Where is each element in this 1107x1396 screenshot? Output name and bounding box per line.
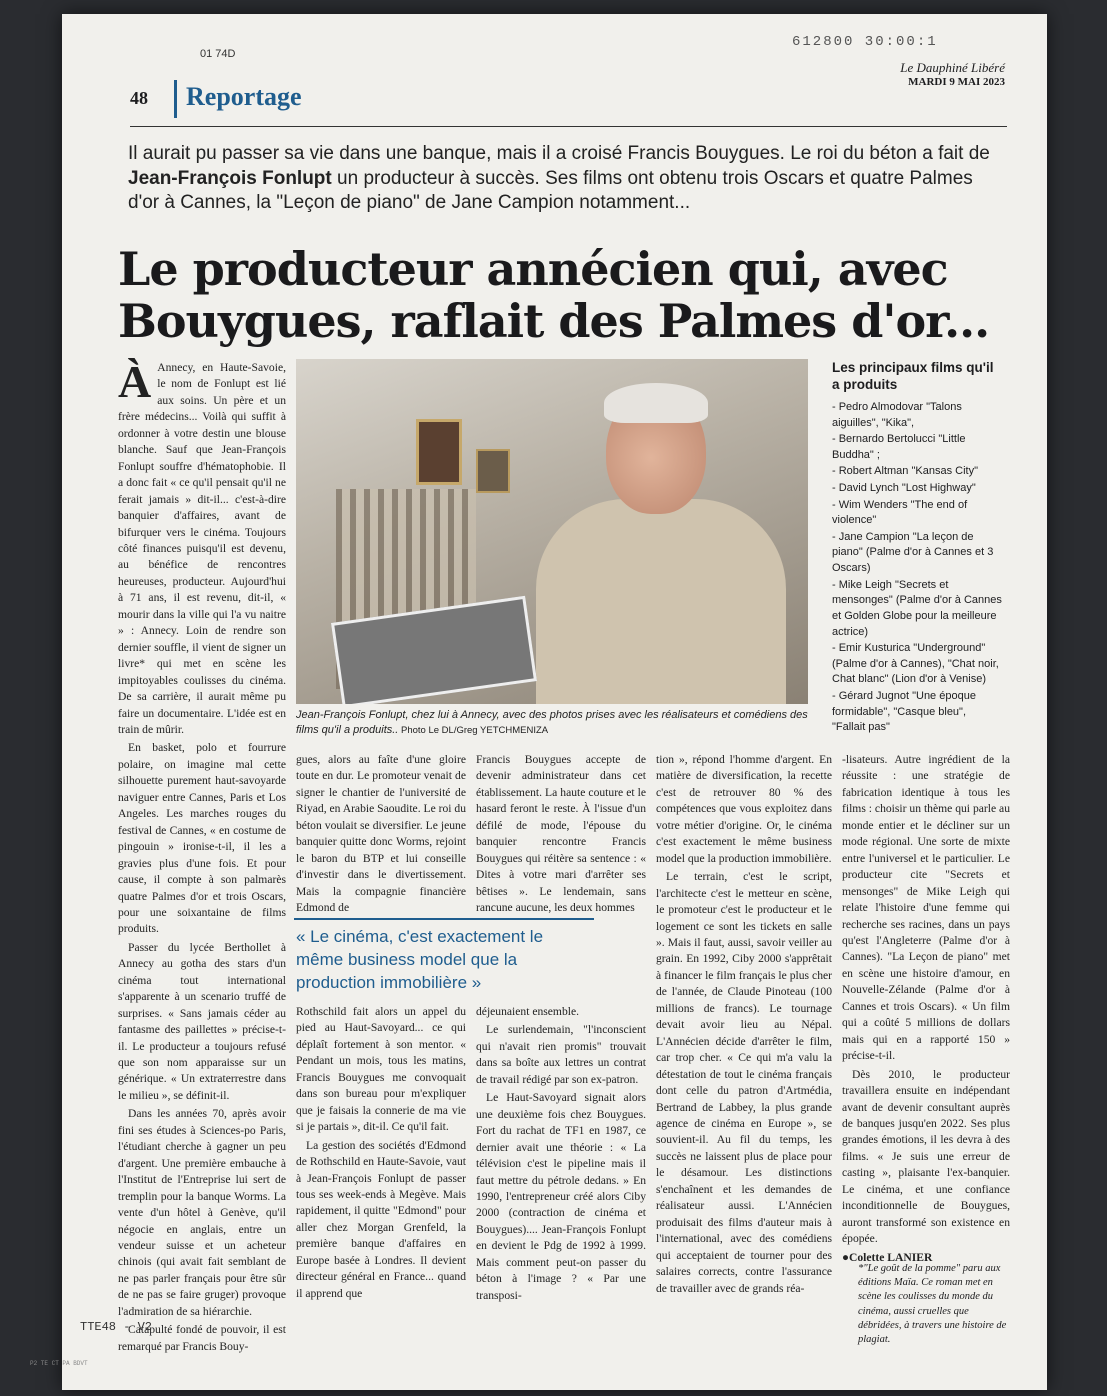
newspaper-page bbox=[62, 14, 1047, 1390]
issue-date: MARDI 9 MAI 2023 bbox=[908, 76, 1005, 89]
print-footer-tiny: P2 TE CT PA BDVT bbox=[30, 1360, 88, 1367]
print-code-top-left: 01 74D bbox=[200, 48, 236, 60]
article-column-1 bbox=[118, 356, 286, 1357]
article-column-5 bbox=[842, 752, 1010, 1268]
photo-producer bbox=[566, 379, 756, 704]
film-item: - Pedro Almodovar "Talons aiguilles", "Kika", bbox=[832, 401, 962, 429]
film-item: - Emir Kusturica "Underground" (Palme d'or à Cannes), "Chat noir, Chat blanc" (Lion d'or à Venise) bbox=[832, 642, 999, 686]
standfirst-text: Il aurait pu passer sa vie dans une banque, mais il a croisé Francis Bouygues. Le roi du béton a fait de bbox=[128, 143, 990, 164]
paragraph: Rothschild fait alors un appel du pied au Haut-Savoyard... ce qui déplaît fortement à son mentor. « Pendant un mois, tous les matins, Francis Bouygues me convoquait dans son bureau pour m'expliquer que je faisais la connerie de ma vie si je partais », dit-il. Ce qu'il fait. bbox=[296, 1005, 466, 1134]
paragraph: Annecy, en Haute-Savoie, le nom de Fonlupt est lié aux soins. Un père et un frère médecins... Voilà qui suffit à ordonner à votre destin une blouse blanche. Sauf que Jean-François Fonlupt souffre d'hématophobie. Il a donc fait « ce qu'il pensait qu'il ne ferait jamais » dit-il... c'est-à-dire banquier d'affaires, avant de bifurquer vers le cinéma. Toujours côté finances puisqu'il est devenu, au bénéfice de rencontres heureuses, producteur. Aujourd'hui à 71 ans, il est revenu, dit-il, « mourir dans la ville qui l'a vu naitre » : Annecy. Loin de rendre son dernier souffle, il vient de signer un livre* qui met en scène les impitoyables coulisses du cinéma. De sa carrière, il aurait même pu faire un documentaire. L'idée est en train de mûrir. bbox=[118, 361, 286, 736]
article-column-2-bottom bbox=[296, 1004, 466, 1304]
paragraph: tion », répond l'homme d'argent. En matière de diversification, la recette c'est de retrouver 80 % des compétences que vous exploitez dans votre métier d'origine. Or, le cinéma c'est exactement le même business model que la production immobilière. bbox=[656, 753, 832, 865]
film-item: - Gérard Jugnot "Une époque formidable", "Casque bleu", "Fallait pas" bbox=[832, 689, 976, 734]
standfirst bbox=[128, 142, 1008, 216]
standfirst-text-end: un producteur à succès. Ses films ont obtenu trois Oscars et quatre Palmes d'or à Cannes, la "Leçon de piano" de Jane Campion notamment... bbox=[128, 167, 973, 214]
paragraph: Francis Bouygues accepte de devenir administrateur dans cet établissement. La haute couture et le hasard feront le reste. À l'issue d'un défilé de mode, l'épouse du banquier rencontre Francis Bouygues qui réitère sa sentence : « Dites à votre mari d'arrêter ses bêtises ». Le lendemain, sans rancune aucune, les deux hommes bbox=[476, 753, 646, 915]
photo-painting bbox=[476, 449, 510, 493]
film-item: - Bernardo Bertolucci "Little Buddha" ; bbox=[832, 433, 966, 461]
paragraph: Dès 2010, le producteur travaillera ensuite en indépendant avant de devenir consultant auprès de banques jusqu'en 2022. Ses plus grandes émotions, il les devra à des films. « Je suis une erreur de casting », plaisante l'ex-banquier. Le cinéma, et une confiance inconditionnelle de Bouygues, auront transformé son existence en épopée. bbox=[842, 1067, 1010, 1246]
article-column-4 bbox=[656, 752, 832, 1299]
headline: Le producteur annécien qui, avec Bouygues, raflait des Palmes d'or... bbox=[118, 242, 990, 348]
paragraph: -lisateurs. Autre ingrédient de la réussite : une stratégie de fabrication identique à tous les films : choisir un thème qui parle au monde entier et le décliner sur un mode régional. Une sorte de mixte entre l'universel et le particulier. Le producteur cite "Secrets et mensonges" de Mike Leigh qui relate l'histoire d'une femme qui recherche ses racines, dans un pays qu'est l'Angleterre (Palme d'or à Cannes). "La Leçon de piano" met en scène une histoire d'amour, en Nouvelle-Zélande (Palme d'or à Cannes et trois Oscars). « Un film qui a coûté 5 millions de dollars mais qui en a rapporté 150 » précise-t-il. bbox=[842, 753, 1010, 1063]
paragraph: La gestion des sociétés d'Edmond de Rothschild en Haute-Savoie, vaut à Jean-François Fonlupt de passer tous ses week-ends à Megève. Mais rapidement, il quitte "Edmond" pour aller chez Morgan Grenfeld, la première banque d'affaires en Europe basée à Londres. Il devient directeur général en France... quand il apprend que bbox=[296, 1138, 466, 1300]
photo-caption bbox=[296, 708, 816, 738]
films-list bbox=[832, 400, 1002, 737]
book-footnote: *"Le goût de la pomme" paru aux éditions Maïa. Ce roman met en scène les coulisses du monde du cinéma, aussi cruelles que débridées, à travers une histoire de plagiat. bbox=[858, 1263, 1007, 1345]
photo-credit: Photo Le DL/Greg YETCHMENIZA bbox=[398, 724, 549, 736]
drop-cap: À bbox=[118, 356, 152, 407]
header-rule bbox=[130, 126, 1007, 127]
paragraph: Le surlendemain, "l'inconscient qui n'avait rien promis" trouvait dans sa boîte aux lettres un contrat de travail rédigé par son ex-patron. bbox=[476, 1023, 646, 1086]
paragraph: Le terrain, c'est le script, l'architecte c'est le metteur en scène, le promoteur c'est le producteur et le logement ce sont les tickets en salle ». Mais il faut, aussi, savoir veiller au grain. En 1992, Ciby 2000 s'apprêtait à financer le film français le plus cher de l'année, de Claude Pinoteau (100 millions de francs). Le tournage devait avoir lieu au Népal. L'Annécien décide d'arrêter le film, car trop cher. « Ce qui m'a valu la détestation de tout le cinéma français dont celle du patron d'Artmédia, Bertrand de Labbey, la plus grande agence de cinéma en Europe », se souvient-il. Au fil du temps, les succès ne laissent plus de place pour le désamour. Les distinctions s'enchaînent et les demandes de réalisateur aussi. L'Annécien produisait des films d'auteur mais à l'international, avec des comédiens qui acceptaient de tourner pour des salaires corrects, contre l'assurance de travailler avec de grands réa- bbox=[656, 870, 832, 1295]
paragraph: Le Haut-Savoyard signait alors une deuxième fois chez Bouygues. Fort du rachat de TF1 en 1987, ce dernier avait une théorie : « La télévision c'est le pipeline mais il faut mettre du pétrole dedans. » En 1990, l'entrepreneur créé alors Ciby 2000 (contraction de cinéma et Bouygues).... Jean-François Fonlupt en devient le Pdg de 1992 à 1999. Mais comment peut-on passer du béton à l'image ? « Par une transposi- bbox=[476, 1091, 646, 1302]
author-signature: ●Colette LANIER bbox=[842, 1250, 933, 1264]
caption-text: Jean-François Fonlupt, chez lui à Annecy, avec des photos prises avec les réalisateurs et comédiens des films qu'il a produits.. bbox=[296, 709, 808, 736]
photo-painting bbox=[416, 419, 462, 485]
standfirst-name: Jean-François Fonlupt bbox=[128, 167, 332, 189]
masthead bbox=[900, 60, 1005, 90]
pull-quote-text: « Le cinéma, c'est exactement le même business model que la production immobilière » bbox=[296, 927, 544, 992]
paragraph: Dans les années 70, après avoir fini ses études à Sciences-po Paris, l'étudiant cherche à gagner un peu d'argent. Une première embauche à l'Institut de l'Entreprise lui sert de tremplin pour la banque Worms. La vente d'un hôtel à Genève, qu'il négocie en anglais, entre un vendeur suisse et un acheteur chinois (qui avait fait semblant de ne pas parler français pour être sûr de ne pas se faire gruger) provoque l'admiration de sa hiérarchie. bbox=[118, 1107, 286, 1318]
newspaper-name: Le Dauphiné Libéré bbox=[900, 60, 1005, 75]
section-divider bbox=[174, 80, 177, 118]
paragraph: En basket, polo et fourrure polaire, on imagine mal cette silhouette purement haut-savoyarde naviguer entre Cannes, Paris et Los Angeles. Les marches rouges du festival de Cannes, « en costume de pingouin » ironise-t-il, il les a gravies plus d'une fois. Et pour cause, il compte à son palmarès quatre Palmes d'or et trois Oscars, pour une soixantaine de films produits. bbox=[118, 741, 286, 936]
paragraph: Catapulté fondé de pouvoir, il est remarqué par Francis Bouy- bbox=[118, 1323, 286, 1353]
print-footer-code: TTE48 - V2 bbox=[80, 1320, 153, 1334]
paragraph: gues, alors au faîte d'une gloire toute en dur. Le promoteur venait de signer le chantier de l'université de Riyad, en Arabie Saoudite. Le roi du béton voulait se diversifier. Le jeune banquier quitte donc Worms, rejoint le baron du BTP et lui conseille d'investir dans le divertissement. Mais la compagnie financière Edmond de bbox=[296, 753, 466, 915]
sidebar-title: Les principaux films qu'il a produits bbox=[832, 360, 994, 392]
print-code-top-right: 612800 30:00:1 bbox=[792, 34, 938, 50]
section-title: Reportage bbox=[186, 82, 302, 111]
film-item: - Jane Campion "La leçon de piano" (Palme d'or à Cannes et 3 Oscars) bbox=[832, 530, 994, 575]
page-number: 48 bbox=[130, 88, 148, 108]
film-item: - Wim Wenders "The end of violence" bbox=[832, 498, 968, 527]
film-item: - Mike Leigh "Secrets et mensonges" (Palme d'or à Cannes et Golden Globe pour la meilleure actrice) bbox=[832, 578, 1002, 638]
article-photo bbox=[296, 359, 808, 704]
paragraph: Passer du lycée Berthollet à Annecy au gotha des stars d'un cinéma tout international s'apparente à un scenario truffé de surprises. « Sans jamais céder au fantasme des paillettes » précise-t-il. Le producteur a toujours refusé que son nom apparaisse sur un générique. « Un extraterrestre dans le milieu », se définit-il. bbox=[118, 940, 286, 1102]
article-column-3-bottom bbox=[476, 1004, 646, 1306]
pull-quote bbox=[296, 926, 591, 995]
paragraph: déjeunaient ensemble. bbox=[476, 1005, 580, 1018]
film-item: - Robert Altman "Kansas City" bbox=[832, 465, 978, 478]
film-item: - David Lynch "Lost Highway" bbox=[832, 482, 976, 495]
article-column-3-top bbox=[476, 752, 646, 919]
article-column-2-top bbox=[296, 752, 466, 919]
